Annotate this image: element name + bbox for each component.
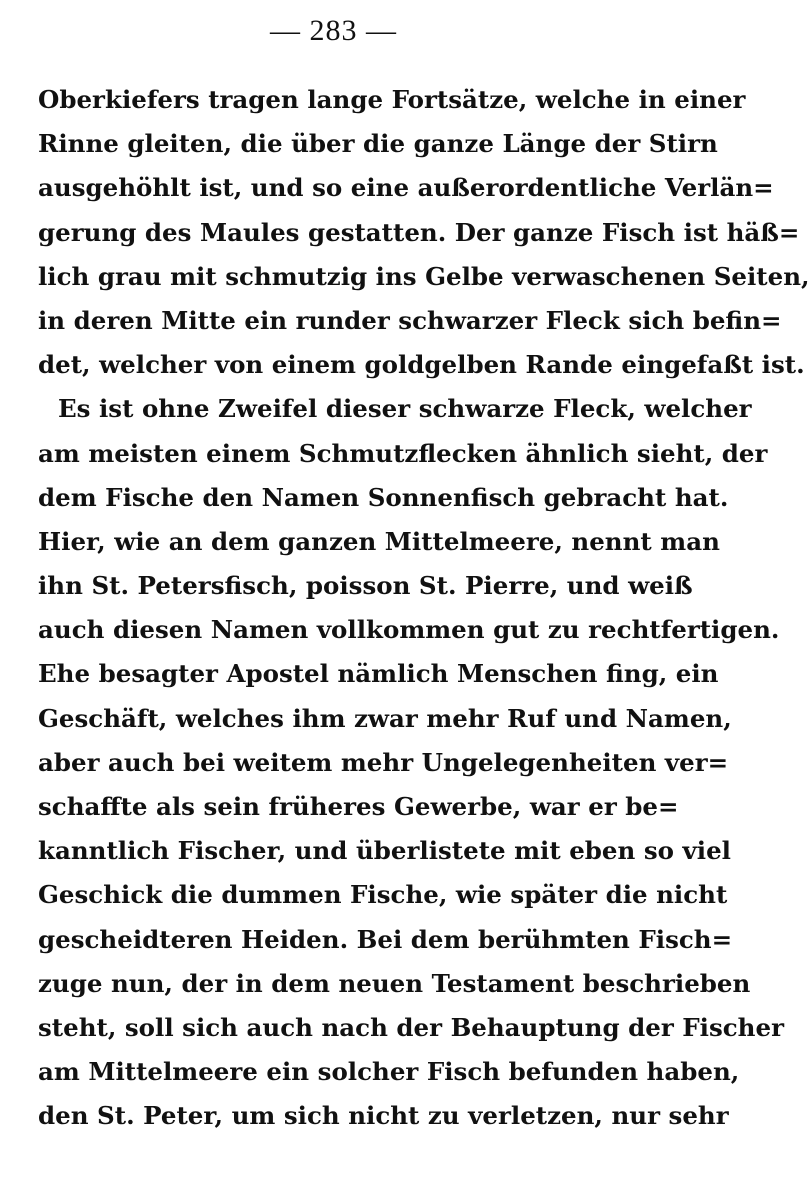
text-line: gerung des Maules gestatten. Der ganze Fisch ist häß= bbox=[38, 217, 800, 247]
text-line: Geschick die dummen Fische, wie später die nicht bbox=[38, 880, 728, 910]
text-line: schaffte als sein früheres Gewerbe, war er be= bbox=[38, 792, 679, 821]
text-line: Hier, wie an dem ganzen Mittelmeere, nennt man bbox=[38, 526, 720, 556]
text-line: ihn St. Petersfisch, poisson St. Pierre, und weiß bbox=[38, 571, 693, 601]
text-line: aber auch bei weitem mehr Ungelegenheiten ver= bbox=[38, 747, 729, 777]
text-line: det, welcher von einem goldgelben Rande eingefaßt ist. bbox=[38, 350, 805, 380]
text-line: am Mittelmeere ein solcher Fisch befunden haben, bbox=[38, 1057, 740, 1087]
text-line: Es ist ohne Zweifel dieser schwarze Fleck, welcher bbox=[58, 394, 752, 424]
text-line: in deren Mitte ein runder schwarzer Fleck sich befin= bbox=[38, 305, 782, 335]
page-number-header: — 283 — bbox=[270, 14, 397, 47]
text-line: Geschäft, welches ihm zwar mehr Ruf und Namen, bbox=[38, 703, 732, 733]
text-line: kanntlich Fischer, und überlistete mit eben so viel bbox=[38, 836, 731, 866]
text-line: steht, soll sich auch nach der Behauptung der Fischer bbox=[38, 1012, 784, 1042]
text-line: zuge nun, der in dem neuen Testament beschrieben bbox=[38, 968, 751, 998]
text-line: den St. Peter, um sich nicht zu verletzen, nur sehr bbox=[38, 1101, 729, 1131]
text-line: dem Fische den Namen Sonnenfisch gebracht hat. bbox=[38, 482, 729, 512]
text-line: Oberkiefers tragen lange Fortsätze, welche in einer bbox=[38, 85, 746, 114]
text-line: Ehe besagter Apostel nämlich Menschen fing, ein bbox=[38, 659, 719, 689]
body-text bbox=[38, 78, 810, 1139]
text-line: Rinne gleiten, die über die ganze Länge der Stirn bbox=[38, 129, 718, 159]
text-line: lich grau mit schmutzig ins Gelbe verwaschenen Seiten, bbox=[38, 261, 810, 291]
text-line: ausgehöhlt ist, und so eine außerordentliche Verlän= bbox=[38, 173, 774, 203]
text-line: auch diesen Namen vollkommen gut zu rechtfertigen. bbox=[38, 615, 780, 645]
text-line: gescheidteren Heiden. Bei dem berühmten Fisch= bbox=[38, 924, 733, 954]
text-line: am meisten einem Schmutzflecken ähnlich sieht, der bbox=[38, 438, 768, 468]
